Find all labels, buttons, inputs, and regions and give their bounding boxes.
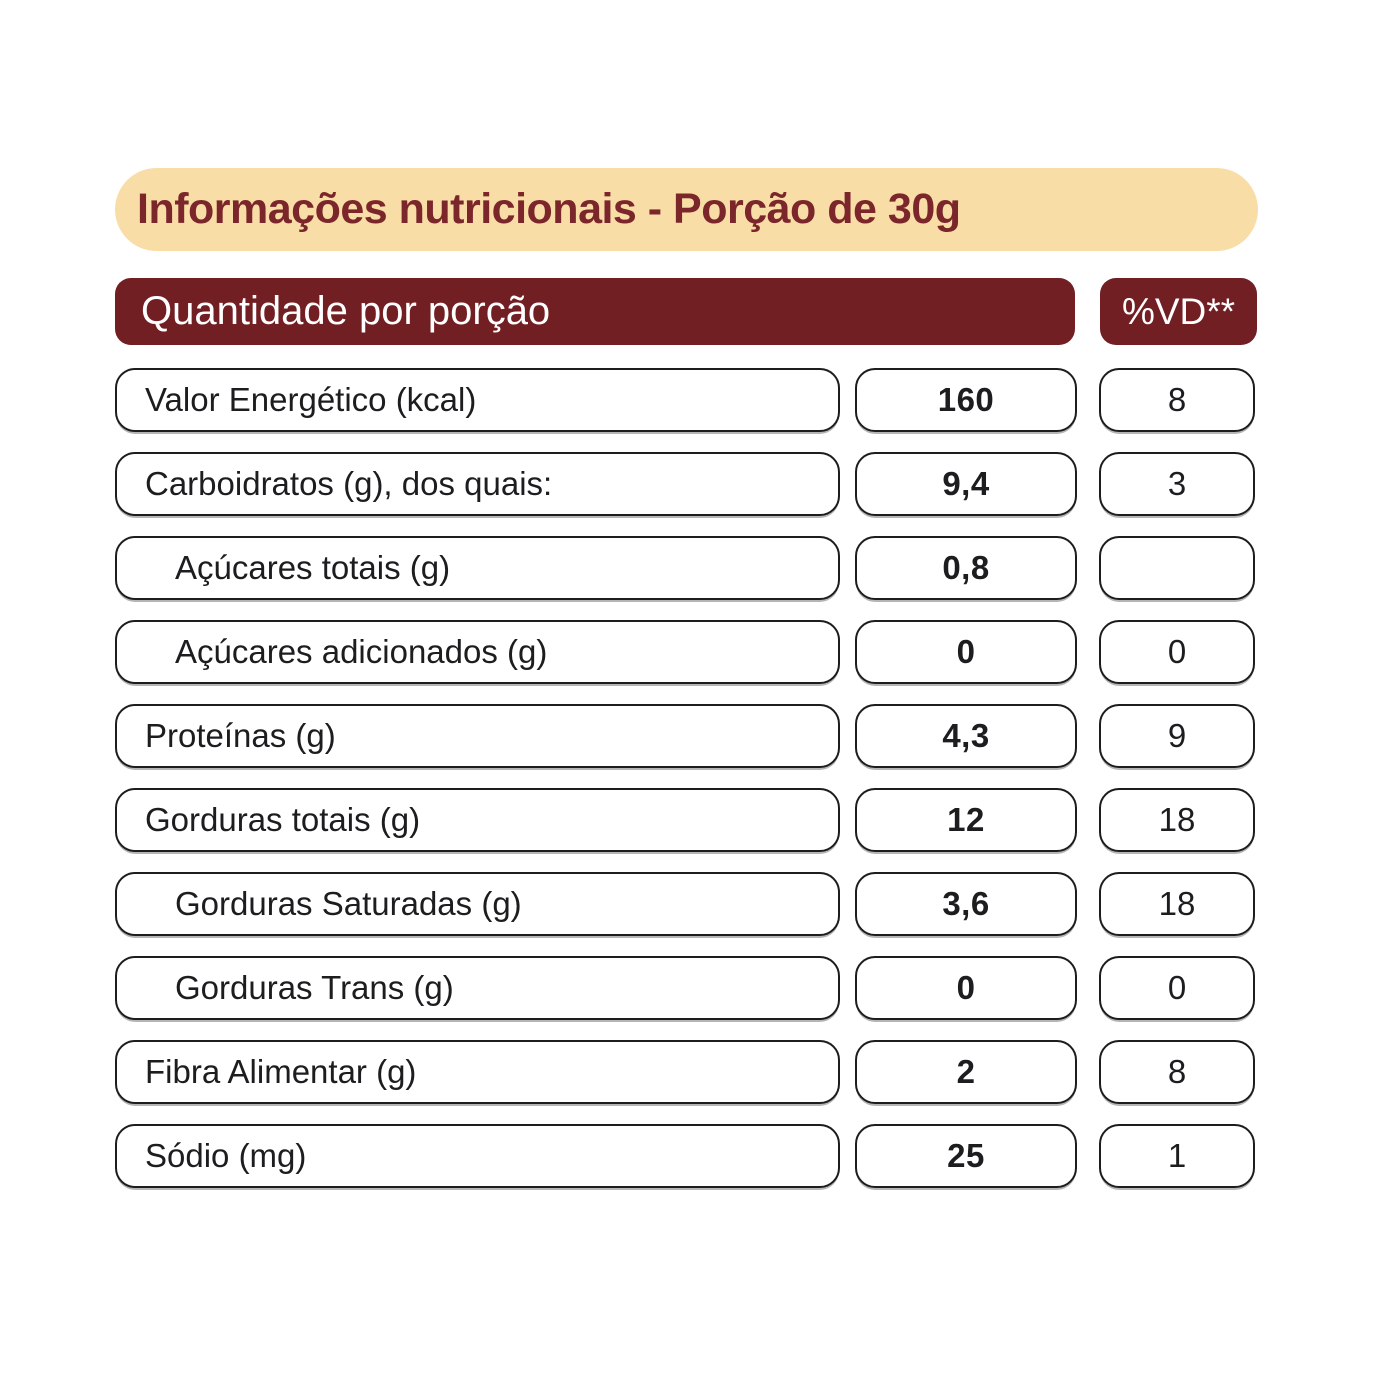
row-label: Proteínas (g) [115,704,840,768]
row-value: 0 [855,620,1077,684]
row-dv-value: 8 [1099,368,1255,432]
row-value: 25 [855,1124,1077,1188]
table-row-saturated-fat [115,872,1258,936]
row-label: Sódio (mg) [115,1124,840,1188]
table-row-fiber [115,1040,1258,1104]
nutrition-table [115,368,1258,1188]
row-label: Açúcares totais (g) [115,536,840,600]
nutrition-title-banner [115,168,1258,251]
table-header [115,278,1258,345]
row-dv-value [1099,536,1255,600]
row-value: 12 [855,788,1077,852]
row-value: 0 [855,956,1077,1020]
table-row-carbs [115,452,1258,516]
row-label: Gorduras totais (g) [115,788,840,852]
row-dv-value: 0 [1099,620,1255,684]
row-dv-value: 9 [1099,704,1255,768]
row-value: 0,8 [855,536,1077,600]
row-label: Gorduras Saturadas (g) [115,872,840,936]
row-label: Carboidratos (g), dos quais: [115,452,840,516]
row-value: 4,3 [855,704,1077,768]
table-row-sodium [115,1124,1258,1188]
table-row-added-sugars [115,620,1258,684]
row-label: Açúcares adicionados (g) [115,620,840,684]
table-row-protein [115,704,1258,768]
row-dv-value: 8 [1099,1040,1255,1104]
row-dv-value: 0 [1099,956,1255,1020]
quantity-header-label: Quantidade por porção [141,289,551,333]
row-value: 2 [855,1040,1077,1104]
row-dv-value: 3 [1099,452,1255,516]
daily-value-header-box [1100,278,1257,345]
table-row-energy [115,368,1258,432]
row-label: Fibra Alimentar (g) [115,1040,840,1104]
row-value: 3,6 [855,872,1077,936]
table-row-total-sugars [115,536,1258,600]
nutrition-title: Informações nutricionais - Porção de 30g [137,185,961,233]
row-dv-value: 18 [1099,872,1255,936]
row-dv-value: 1 [1099,1124,1255,1188]
row-dv-value: 18 [1099,788,1255,852]
quantity-header-bar [115,278,1075,345]
row-label: Gorduras Trans (g) [115,956,840,1020]
row-value: 160 [855,368,1077,432]
daily-value-header-label: %VD** [1121,290,1236,332]
table-row-total-fat [115,788,1258,852]
row-label: Valor Energético (kcal) [115,368,840,432]
table-row-trans-fat [115,956,1258,1020]
row-value: 9,4 [855,452,1077,516]
